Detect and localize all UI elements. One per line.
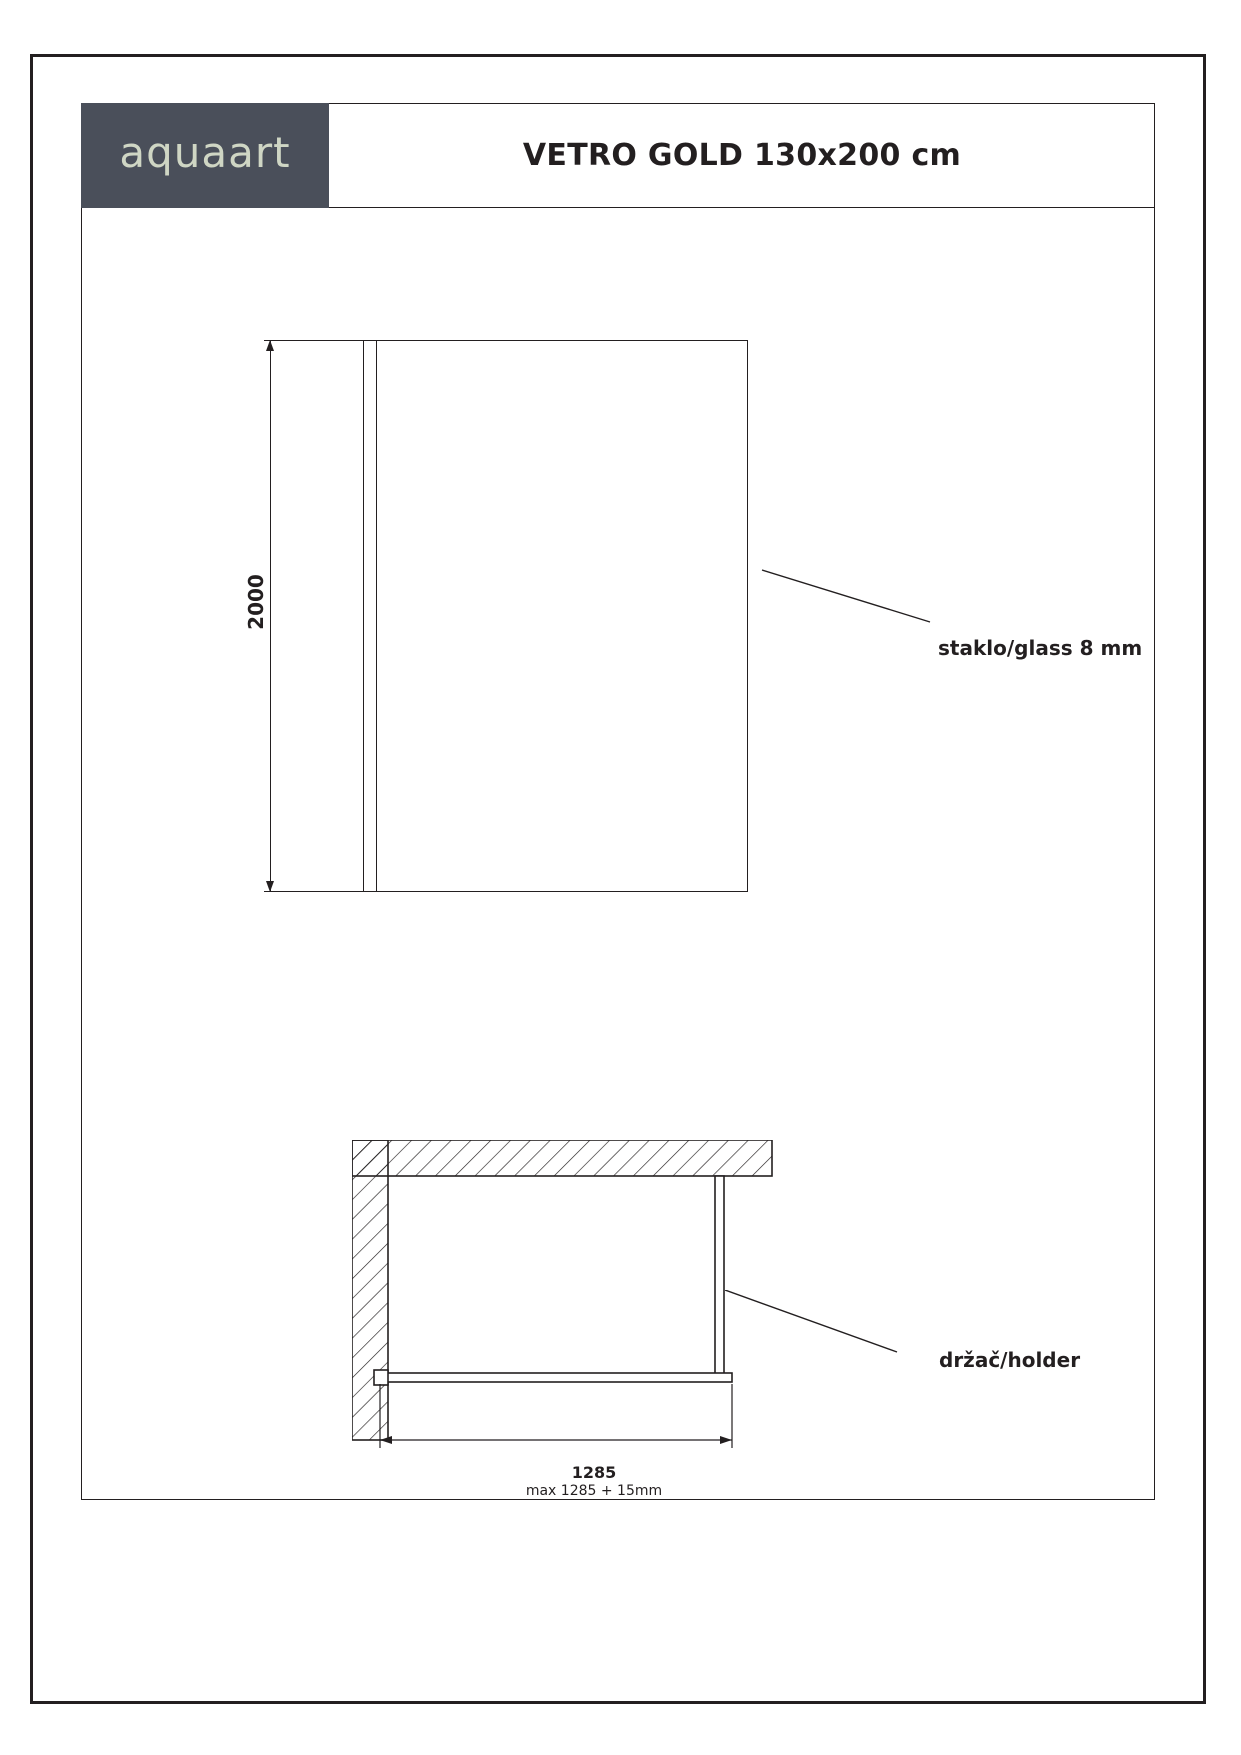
height-dimension-line: [270, 340, 271, 892]
width-dimension-label: [384, 1463, 804, 1501]
glass-leader-line: [762, 570, 932, 624]
height-extension-bottom: [264, 891, 364, 892]
elevation-view: [243, 340, 748, 892]
height-arrow-top-icon: [266, 340, 274, 351]
holder-callout-label: držač/holder: [939, 1348, 1081, 1372]
height-extension-top: [264, 340, 364, 341]
brand-logo: [81, 103, 329, 208]
height-dimension-label: 2000: [243, 574, 268, 630]
width-dimension-note: max 1285 + 15mm: [525, 1483, 663, 1499]
brand-logo-text: aquaart: [119, 127, 291, 177]
height-arrow-bottom-icon: [266, 881, 274, 892]
page-title: VETRO GOLD 130x200 cm: [522, 138, 962, 173]
width-dimension-value: 1285: [571, 1463, 617, 1482]
glass-panel: [363, 340, 748, 892]
holder-leader-line: [725, 1290, 905, 1362]
glass-callout-label: staklo/glass 8 mm: [938, 636, 1143, 660]
glass-profile-edge: [363, 340, 377, 892]
title-block: [81, 103, 1155, 208]
